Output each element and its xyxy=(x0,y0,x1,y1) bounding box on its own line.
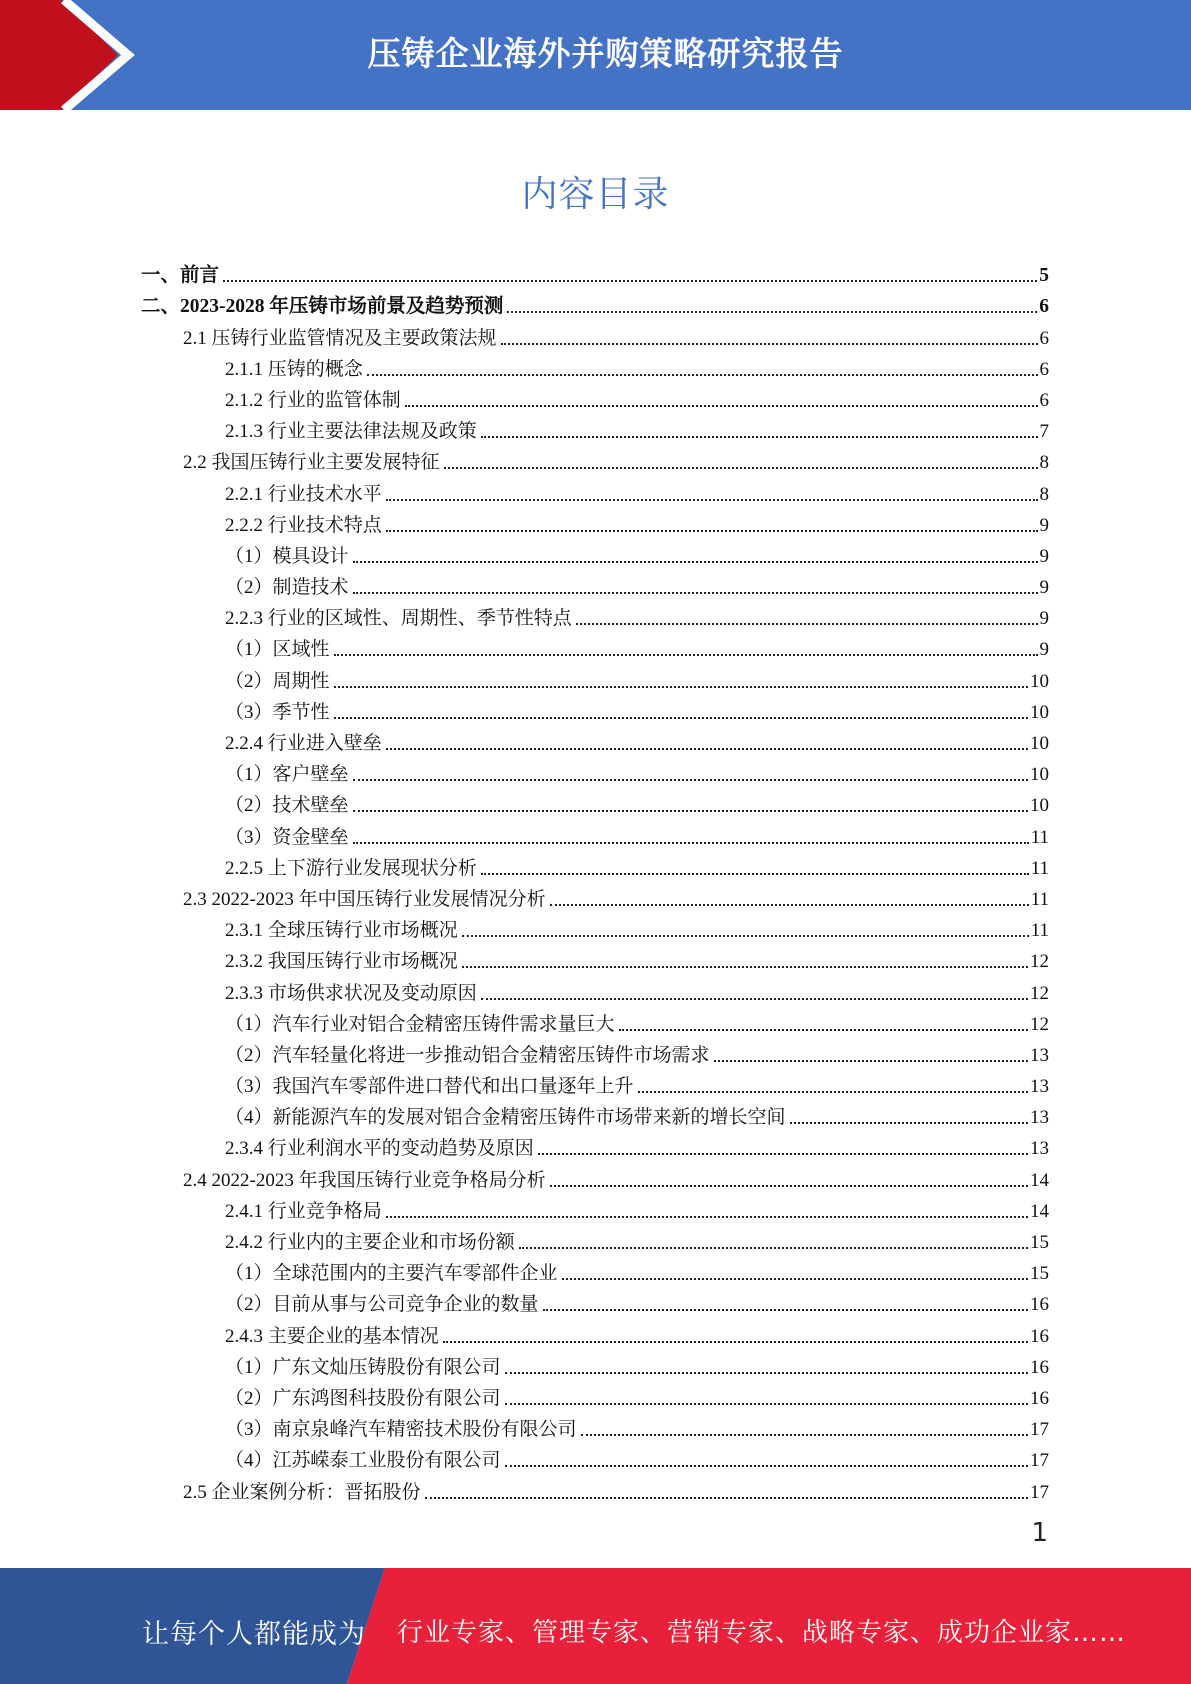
toc-dot-leader xyxy=(519,1247,1028,1249)
toc-entry-page: 5 xyxy=(1039,265,1049,287)
toc-entry[interactable] xyxy=(141,1316,1049,1347)
toc-dot-leader xyxy=(543,1309,1028,1311)
toc-entry[interactable] xyxy=(141,1285,1049,1316)
toc-dot-leader xyxy=(444,467,1038,469)
toc-dot-leader xyxy=(790,1122,1028,1124)
toc-entry[interactable] xyxy=(141,1223,1049,1254)
toc-entry-page: 10 xyxy=(1030,764,1049,786)
toc-entry-label: 二、2023-2028 年压铸市场前景及趋势预测 xyxy=(141,296,504,318)
toc-entry-page: 9 xyxy=(1039,577,1049,599)
footer-slogan-left: 让每个人都能成为 xyxy=(142,1619,366,1650)
toc-entry-label: （2）制造技术 xyxy=(225,577,349,599)
toc-dot-leader xyxy=(425,1497,1028,1499)
toc-entry[interactable] xyxy=(141,1005,1049,1036)
toc-entry-label: （2）目前从事与公司竞争企业的数量 xyxy=(225,1294,539,1316)
footer-slogan-right: 行业专家、管理专家、营销专家、战略专家、成功企业家…… xyxy=(397,1618,1127,1648)
report-header xyxy=(0,0,1191,110)
toc-entry-page: 10 xyxy=(1030,733,1049,754)
toc-entry[interactable] xyxy=(141,568,1049,599)
toc-entry[interactable] xyxy=(141,817,1049,848)
toc-entry-page: 12 xyxy=(1030,951,1049,973)
toc-entry[interactable] xyxy=(141,256,1049,287)
toc-entry-label: 2.1 压铸行业监管情况及主要政策法规 xyxy=(183,327,497,349)
toc-entry[interactable] xyxy=(141,786,1049,817)
toc-entry-page: 13 xyxy=(1030,1044,1049,1066)
toc-entry[interactable] xyxy=(141,318,1049,349)
toc-entry-label: 2.2.1 行业技术水平 xyxy=(225,483,382,505)
toc-dot-leader xyxy=(353,842,1029,844)
toc-entry-page: 6 xyxy=(1039,327,1049,349)
toc-entry-label: （2）汽车轻量化将进一步推动铝合金精密压铸件市场需求 xyxy=(225,1044,710,1066)
toc-dot-leader xyxy=(505,1372,1028,1374)
toc-entry-label: （3）资金壁垒 xyxy=(225,826,349,848)
toc-dot-leader xyxy=(367,374,1038,376)
toc-entry-page: 15 xyxy=(1030,1232,1049,1253)
toc-dot-leader xyxy=(405,405,1038,407)
toc-dot-leader xyxy=(481,998,1028,1000)
toc-entry-label: （3）我国汽车零部件进口替代和出口量逐年上升 xyxy=(225,1076,634,1098)
toc-entry[interactable] xyxy=(141,973,1049,1004)
toc-entry-label: 2.2 我国压铸行业主要发展特征 xyxy=(183,452,440,474)
toc-entry-page: 10 xyxy=(1030,795,1049,817)
toc-entry-page: 6 xyxy=(1039,389,1049,411)
toc-entry-label: （2）周期性 xyxy=(225,670,330,692)
toc-entry-label: （2）技术壁垒 xyxy=(225,795,349,817)
toc-entry-label: 2.2.4 行业进入壁垒 xyxy=(225,733,382,754)
toc-dot-leader xyxy=(386,1216,1028,1218)
toc-dot-leader xyxy=(334,717,1028,719)
toc-entry-page: 14 xyxy=(1030,1200,1049,1222)
toc-dot-leader xyxy=(334,654,1038,656)
toc-entry-page: 10 xyxy=(1030,701,1049,723)
toc-entry[interactable] xyxy=(141,412,1049,443)
toc-entry[interactable] xyxy=(141,537,1049,568)
toc-entry-page: 11 xyxy=(1030,826,1049,848)
toc-dot-leader xyxy=(501,343,1038,345)
toc-entry[interactable] xyxy=(141,1160,1049,1191)
toc-entry-page: 16 xyxy=(1030,1294,1049,1316)
toc-dot-leader xyxy=(353,810,1028,812)
toc-dot-leader xyxy=(505,1465,1028,1467)
toc-entry-label: （1）广东文灿压铸股份有限公司 xyxy=(225,1356,501,1378)
toc-dot-leader xyxy=(481,436,1038,438)
toc-dot-leader xyxy=(550,1185,1028,1187)
toc-entry-label: 2.4.3 主要企业的基本情况 xyxy=(225,1325,439,1347)
toc-entry-page: 11 xyxy=(1030,920,1049,942)
toc-dot-leader xyxy=(334,686,1028,688)
toc-entry-page: 9 xyxy=(1039,639,1049,661)
toc-entry[interactable] xyxy=(141,1254,1049,1285)
toc-entry-label: 2.1.2 行业的监管体制 xyxy=(225,389,401,411)
toc-entry[interactable] xyxy=(141,942,1049,973)
toc-entry-label: 2.1.1 压铸的概念 xyxy=(225,358,363,380)
toc-entry-label: 2.3 2022-2023 年中国压铸行业发展情况分析 xyxy=(183,888,546,910)
toc-entry[interactable] xyxy=(141,880,1049,911)
toc-entry[interactable] xyxy=(141,755,1049,786)
toc-entry-label: 2.2.2 行业技术特点 xyxy=(225,514,382,536)
toc-entry-page: 6 xyxy=(1039,358,1049,380)
toc-entry-page: 12 xyxy=(1030,1013,1049,1035)
toc-entry[interactable] xyxy=(141,1067,1049,1098)
toc-entry-label: 2.4.2 行业内的主要企业和市场份额 xyxy=(225,1232,515,1253)
toc-entry[interactable] xyxy=(141,287,1049,318)
toc-entry-page: 11 xyxy=(1030,888,1049,910)
toc-entry[interactable] xyxy=(141,350,1049,381)
toc-dot-leader xyxy=(481,873,1029,875)
toc-entry-label: （4）新能源汽车的发展对铝合金精密压铸件市场带来新的增长空间 xyxy=(225,1107,786,1129)
toc-entry[interactable] xyxy=(141,1036,1049,1067)
toc-dot-leader xyxy=(386,530,1038,532)
toc-entry-page: 17 xyxy=(1030,1450,1049,1472)
toc-entry[interactable] xyxy=(141,443,1049,474)
toc-entry-label: 2.2.5 上下游行业发展现状分析 xyxy=(225,857,477,879)
toc-entry-page: 16 xyxy=(1030,1325,1049,1347)
toc-entry-page: 8 xyxy=(1039,452,1049,474)
toc-entry[interactable] xyxy=(141,474,1049,505)
toc-entry[interactable] xyxy=(141,849,1049,880)
toc-entry-page: 13 xyxy=(1030,1107,1049,1129)
toc-entry-page: 11 xyxy=(1030,857,1049,879)
toc-entry-label: 一、前言 xyxy=(141,265,220,287)
toc-entry-page: 8 xyxy=(1039,483,1049,505)
toc-dot-leader xyxy=(353,779,1028,781)
toc-entry-page: 13 xyxy=(1030,1138,1049,1160)
toc-entry[interactable] xyxy=(141,1348,1049,1379)
toc-entry-page: 16 xyxy=(1030,1387,1049,1409)
toc-entry[interactable] xyxy=(141,1472,1049,1503)
toc-dot-leader xyxy=(562,1278,1028,1280)
toc-dot-leader xyxy=(538,1153,1028,1155)
toc-entry-label: （1）汽车行业对铝合金精密压铸件需求量巨大 xyxy=(225,1013,615,1035)
toc-entry-label: 2.5 企业案例分析：晋拓股份 xyxy=(183,1481,421,1503)
toc-entry[interactable] xyxy=(141,1379,1049,1410)
toc-entry-page: 17 xyxy=(1030,1481,1049,1503)
toc-entry-page: 7 xyxy=(1039,421,1049,443)
toc-entry[interactable] xyxy=(141,693,1049,724)
toc-entry[interactable] xyxy=(141,724,1049,755)
toc-dot-leader xyxy=(714,1060,1028,1062)
toc-entry-page: 9 xyxy=(1039,545,1049,567)
toc-entry-label: （3）南京泉峰汽车精密技术股份有限公司 xyxy=(225,1419,577,1441)
report-footer xyxy=(0,1568,1191,1684)
toc-dot-leader xyxy=(386,748,1028,750)
toc-entry-label: （1）区域性 xyxy=(225,639,330,661)
toc-dot-leader xyxy=(505,1403,1028,1405)
toc-entry[interactable] xyxy=(141,1410,1049,1441)
toc-entry-label: 2.1.3 行业主要法律法规及政策 xyxy=(225,421,477,443)
toc-dot-leader xyxy=(507,311,1037,313)
toc-dot-leader xyxy=(638,1091,1028,1093)
toc-entry-label: 2.2.3 行业的区域性、周期性、季节性特点 xyxy=(225,608,572,630)
toc-entry[interactable] xyxy=(141,381,1049,412)
toc-entry-page: 12 xyxy=(1030,982,1049,1004)
toc-dot-leader xyxy=(443,1341,1028,1343)
toc-entry-label: 2.3.4 行业利润水平的变动趋势及原因 xyxy=(225,1138,534,1160)
toc-entry-label: （1）全球范围内的主要汽车零部件企业 xyxy=(225,1263,558,1285)
toc-dot-leader xyxy=(619,1029,1028,1031)
toc-dot-leader xyxy=(353,592,1038,594)
toc-entry-label: 2.4 2022-2023 年我国压铸行业竞争格局分析 xyxy=(183,1169,546,1191)
toc-entry[interactable] xyxy=(141,1441,1049,1472)
toc-entry-page: 15 xyxy=(1030,1263,1049,1285)
toc-entry-page: 10 xyxy=(1030,670,1049,692)
toc-entry[interactable] xyxy=(141,911,1049,942)
toc-entry[interactable] xyxy=(141,1129,1049,1160)
toc-entry-label: （2）广东鸿图科技股份有限公司 xyxy=(225,1387,501,1409)
toc-entry[interactable] xyxy=(141,630,1049,661)
toc-dot-leader xyxy=(550,904,1029,906)
table-of-contents xyxy=(141,256,1049,1504)
toc-entry-page: 17 xyxy=(1030,1419,1049,1441)
toc-entry-label: （4）江苏嵘泰工业股份有限公司 xyxy=(225,1450,501,1472)
toc-entry-label: （3）季节性 xyxy=(225,701,330,723)
toc-dot-leader xyxy=(581,1434,1028,1436)
report-title: 压铸企业海外并购策略研究报告 xyxy=(367,34,844,73)
toc-entry[interactable] xyxy=(141,599,1049,630)
toc-dot-leader xyxy=(576,623,1038,625)
toc-dot-leader xyxy=(386,499,1038,501)
toc-entry-label: 2.4.1 行业竞争格局 xyxy=(225,1200,382,1222)
toc-dot-leader xyxy=(462,935,1029,937)
toc-dot-leader xyxy=(462,966,1028,968)
page-number: 1 xyxy=(1031,1518,1048,1548)
toc-dot-leader xyxy=(223,280,1037,282)
toc-entry-label: 2.3.3 市场供求状况及变动原因 xyxy=(225,982,477,1004)
toc-heading: 内容目录 xyxy=(521,174,670,215)
toc-entry[interactable] xyxy=(141,661,1049,692)
toc-entry-page: 14 xyxy=(1030,1169,1049,1191)
toc-entry-page: 9 xyxy=(1039,514,1049,536)
toc-entry-label: 2.3.2 我国压铸行业市场概况 xyxy=(225,951,458,973)
toc-entry-label: （1）模具设计 xyxy=(225,545,349,567)
toc-entry-label: 2.3.1 全球压铸行业市场概况 xyxy=(225,920,458,942)
toc-dot-leader xyxy=(353,561,1038,563)
toc-entry[interactable] xyxy=(141,1192,1049,1223)
toc-entry-page: 6 xyxy=(1039,296,1049,318)
toc-entry[interactable] xyxy=(141,506,1049,537)
toc-entry-page: 9 xyxy=(1039,608,1049,630)
toc-entry-label: （1）客户壁垒 xyxy=(225,764,349,786)
toc-entry[interactable] xyxy=(141,1098,1049,1129)
toc-entry-page: 16 xyxy=(1030,1356,1049,1378)
toc-entry-page: 13 xyxy=(1030,1076,1049,1098)
